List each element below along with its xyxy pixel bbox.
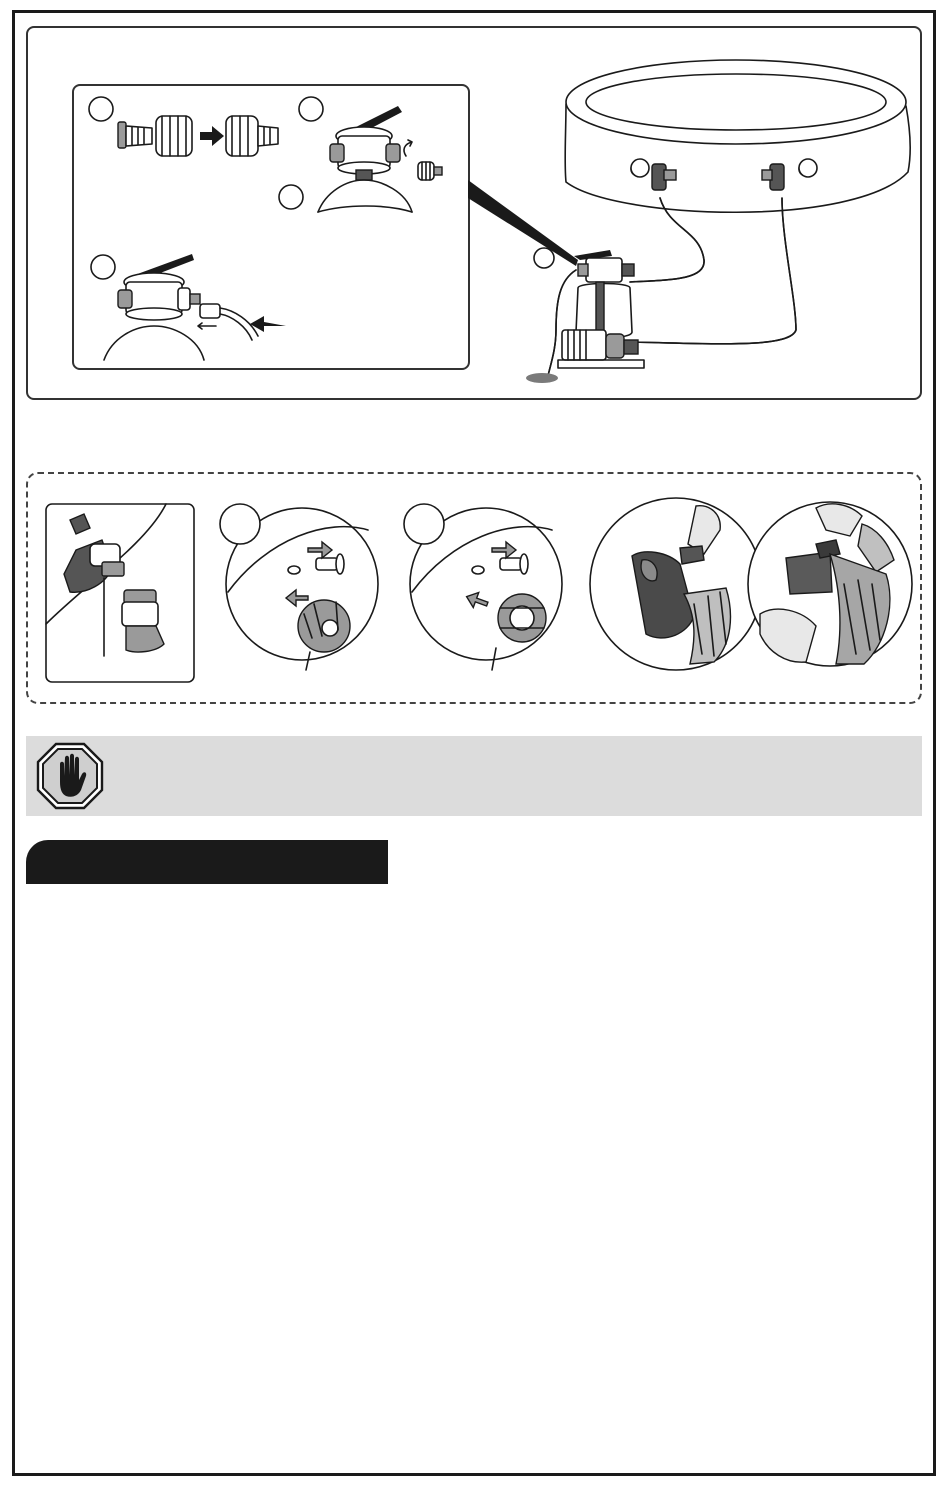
hose-adapter-icon: [112, 110, 282, 166]
strainer-connector-icon: [218, 498, 376, 670]
multiport-valve-icon: [316, 100, 446, 218]
hose-fitting-icon: [46, 504, 196, 684]
warning-banner: [26, 736, 922, 816]
sand-filter-pump-icon: [548, 248, 648, 372]
section-header-tab: [26, 840, 388, 884]
main-step-marker: [628, 156, 652, 180]
plunger-valve-icon: [746, 494, 918, 674]
strainer-connector-icon: [402, 498, 562, 670]
inset-step-marker: [276, 182, 306, 212]
main-step-marker: [796, 156, 820, 180]
stop-hand-icon: [36, 742, 104, 810]
valve-hose-connection-icon: [104, 252, 294, 364]
plunger-valve-icon: [584, 494, 770, 674]
